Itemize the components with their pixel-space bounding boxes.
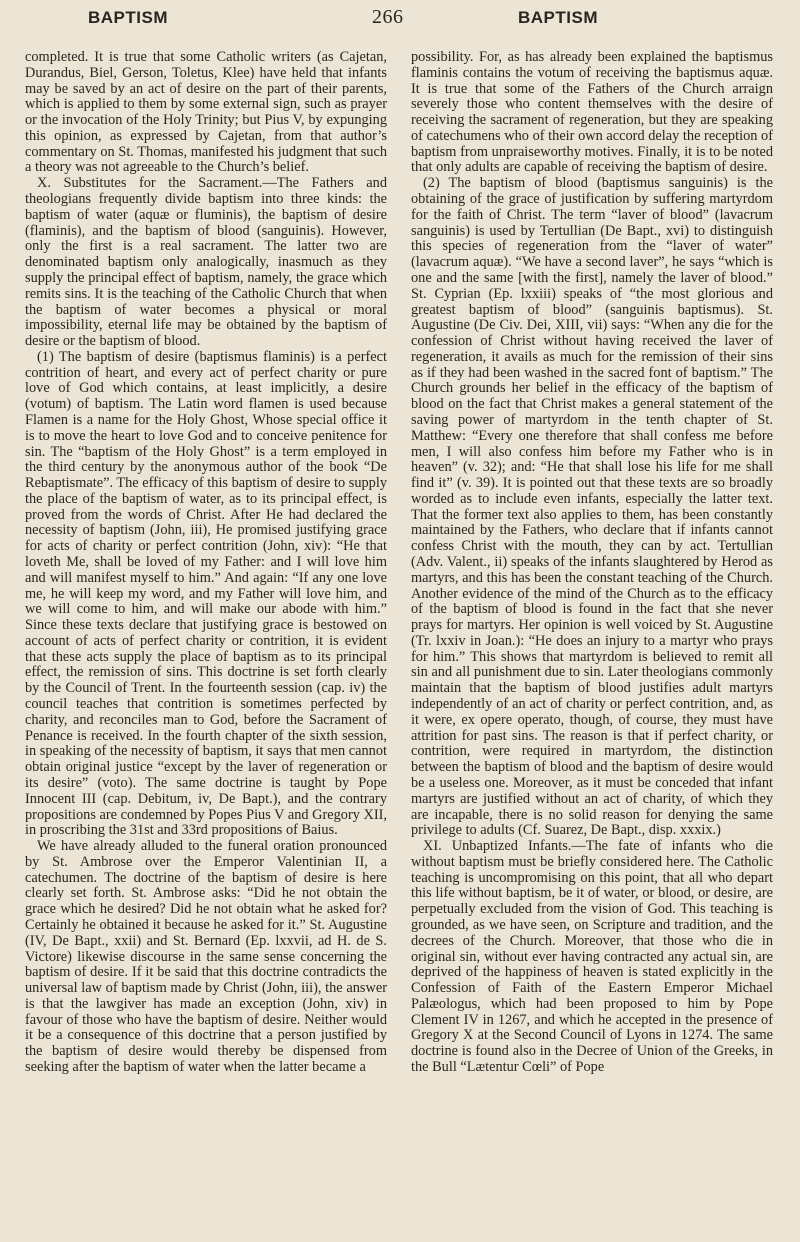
- paragraph: (1) The baptism of desire (baptismus flaminis) is a perfect contrition of heart, and every act of perfect charity or pure love of God which contains, at least implicitly, a desire (votum) of baptism. The Latin word flamen is used because Flamen is a name for the Holy Ghost, Whose special office it is to move the heart to love God and to conceive penitence for sin. The “baptism of the Holy Ghost” is a term employed in the third century by the anonymous author of the book “De Rebaptismate”. The efficacy of this baptism of desire to supply the place of the baptism of water, as to its principal effect, is proved from the words of Christ. After He had declared the necessity of baptism (John, iii), He promised justifying grace for acts of charity or perfect contrition (John, xiv): “He that loveth Me, shall be loved of my Father: and I will love him and will manifest myself to him.” And again: “If any one love me, he will keep my word, and my Father will love him, and we will come to him, and will make our abode with him.” Since these texts declare that justifying grace is bestowed on account of acts of perfect charity or contrition, it is evident that these acts supply the place of baptism as to its principal effect, the remission of sins. This doctrine is set forth clearly by the Council of Trent. In the fourteenth session (cap. iv) the council teaches that contrition is sometimes perfected by charity, and reconciles man to God, before the Sacrament of Penance is received. In the fourth chapter of the sixth session, in speaking of the necessity of baptism, it says that men cannot obtain original justice “except by the laver of regeneration or its desire” (voto). The same doctrine is taught by Pope Innocent III (cap. Debitum, iv, De Bapt.), and the contrary propositions are condemned by Popes Pius V and Gregory XII, in proscribing the 31st and 33rd propositions of Baius.: [25, 348, 387, 839]
- header-right-title: BAPTISM: [518, 8, 598, 27]
- header-left-title: BAPTISM: [88, 8, 168, 27]
- paragraph: (2) The baptism of blood (baptismus sanguinis) is the obtaining of the grace of justification by suffering martyrdom for the faith of Christ. The term “laver of blood” (lavacrum sanguinis) is used by Tertullian (De Bapt., xvi) to distinguish this species of regeneration from the “laver of water” (lavacrum aquæ). “We have a second laver”, he says “which is one and the same [with the first], namely the laver of blood.” St. Cyprian (Ep. lxxiii) speaks of “the most glorious and greatest baptism of blood” (sanguinis baptismus). St. Augustine (De Civ. Dei, XIII, vii) says: “When any die for the confession of Christ without having received the laver of regeneration, it avails as much for the remission of their sins as if they had been washed in the sacred font of baptism.” The Church grounds her belief in the efficacy of the baptism of blood on the fact that Christ makes a general statement of the saving power of martyrdom in the tenth chapter of St. Matthew: “Every one therefore that shall confess me before men, I will also confess him before my Father who is in heaven” (v. 32); and: “He that shall lose his life for me shall find it” (v. 39). It is pointed out that these texts are so broadly worded as to include even infants, especially the latter text. That the former text also applies to them, has been constantly maintained by the Fathers, who declare that if infants cannot confess Christ with the mouth, they can by act. Tertullian (Adv. Valent., ii) speaks of the infants slaughtered by Herod as martyrs, and this has been the constant teaching of the Church. Another evidence of the mind of the Church as to the efficacy of the baptism of blood is found in the fact that she never prays for martyrs. Her opinion is well voiced by St. Augustine (Tr. lxxiv in Joan.): “He does an injury to a martyr who prays for him.” This shows that martyrdom is believed to remit all sin and all punishment due to sin. Later theologians commonly maintain that the baptism of blood justifies adult martyrs independently of an act of charity or perfect contrition, and, as it were, ex opere operato, though, of course, they must have attrition for past sins. The reason is that if perfect charity, or contrition, were required in martyrdom, the distinction between the baptism of blood and the baptism of desire would be a useless one. Moreover, as it must be conceded that infant martyrs are justified without an act of charity, of which they are incapable, there is no solid reason for denying the same privilege to adults (Cf. Suarez, De Bapt., disp. xxxix.): [411, 175, 773, 839]
- section-heading-paragraph: X. Substitutes for the Sacrament.—The Fathers and theologians frequently divide baptism into three kinds: the baptism of water (aquæ or fluminis), the baptism of desire (flaminis), and the baptism of blood (sanguinis). However, only the first is a real sacrament. The latter two are denominated baptism only analogically, inasmuch as they supply the principal effect of baptism, namely, the grace which remits sins. It is the teaching of the Catholic Church that when the baptism of water becomes a physical or moral impossibility, eternal life may be obtained by the baptism of desire or the baptism of blood.: [25, 175, 387, 350]
- left-column: [25, 50, 387, 1076]
- paragraph: possibility. For, as has already been explained the baptismus flaminis contains the votum of receiving the baptismus aquæ. It is true that some of the Fathers of the Church arraign severely those who content themselves with the desire of receiving the sacrament of regeneration, but they are speaking of catechumens who of their own accord delay the reception of baptism from unpraiseworthy motives. Finally, it is to be noted that only adults are capable of receiving the baptism of desire.: [411, 49, 773, 176]
- paragraph: We have already alluded to the funeral oration pronounced by St. Ambrose over the Emperor Valentinian II, a catechumen. The doctrine of the baptism of desire is here clearly set forth. St. Ambrose asks: “Did he not obtain the grace which he desired? Did he not obtain what he asked for? Certainly he obtained it because he asked for it.” St. Augustine (IV, De Bapt., xxii) and St. Bernard (Ep. lxxvii, ad H. de S. Victore) likewise discourse in the same sense concerning the baptism of desire. If it be said that this doctrine contradicts the universal law of baptism made by Christ (John, iii), the answer is that the lawgiver has made an exception (John, xiv) in favour of those who have the baptism of desire. Neither would it be a consequence of this doctrine that a person justified by the baptism of desire would thereby be dispensed from seeking after the baptism of water when the latter became a: [25, 838, 387, 1075]
- page-number: 266: [372, 6, 404, 28]
- section-heading-paragraph: XI. Unbaptized Infants.—The fate of infants who die without baptism must be briefly considered here. The Catholic teaching is uncompromising on this point, that all who depart this life without baptism, be it of water, or blood, or desire, are perpetually excluded from the vision of God. This teaching is grounded, as we have seen, on Scripture and tradition, and the decrees of the Church. Moreover, that those who die in original sin, without ever having contracted any actual sin, are deprived of the happiness of heaven is stated explicitly in the Confession of Faith of the Eastern Emperor Michael Palæologus, which had been proposed to him by Pope Clement IV in 1267, and which he accepted in the presence of Gregory X at the Second Council of Lyons in 1274. The same doctrine is found also in the Decree of Union of the Greeks, in the Bull “Lætentur Cœli” of Pope: [411, 838, 773, 1075]
- right-column: [411, 50, 773, 1076]
- paragraph: completed. It is true that some Catholic writers (as Cajetan, Durandus, Biel, Gerson, Toletus, Klee) have held that infants may be saved by an act of desire on the part of their parents, which is applied to them by some external sign, such as prayer or the invocation of the Holy Trinity; but Pius V, by expunging this opinion, as expressed by Cajetan, from that author’s commentary on St. Thomas, manifested his judgment that such a theory was not agreeable to the Church’s belief.: [25, 49, 387, 176]
- running-header: [0, 8, 800, 38]
